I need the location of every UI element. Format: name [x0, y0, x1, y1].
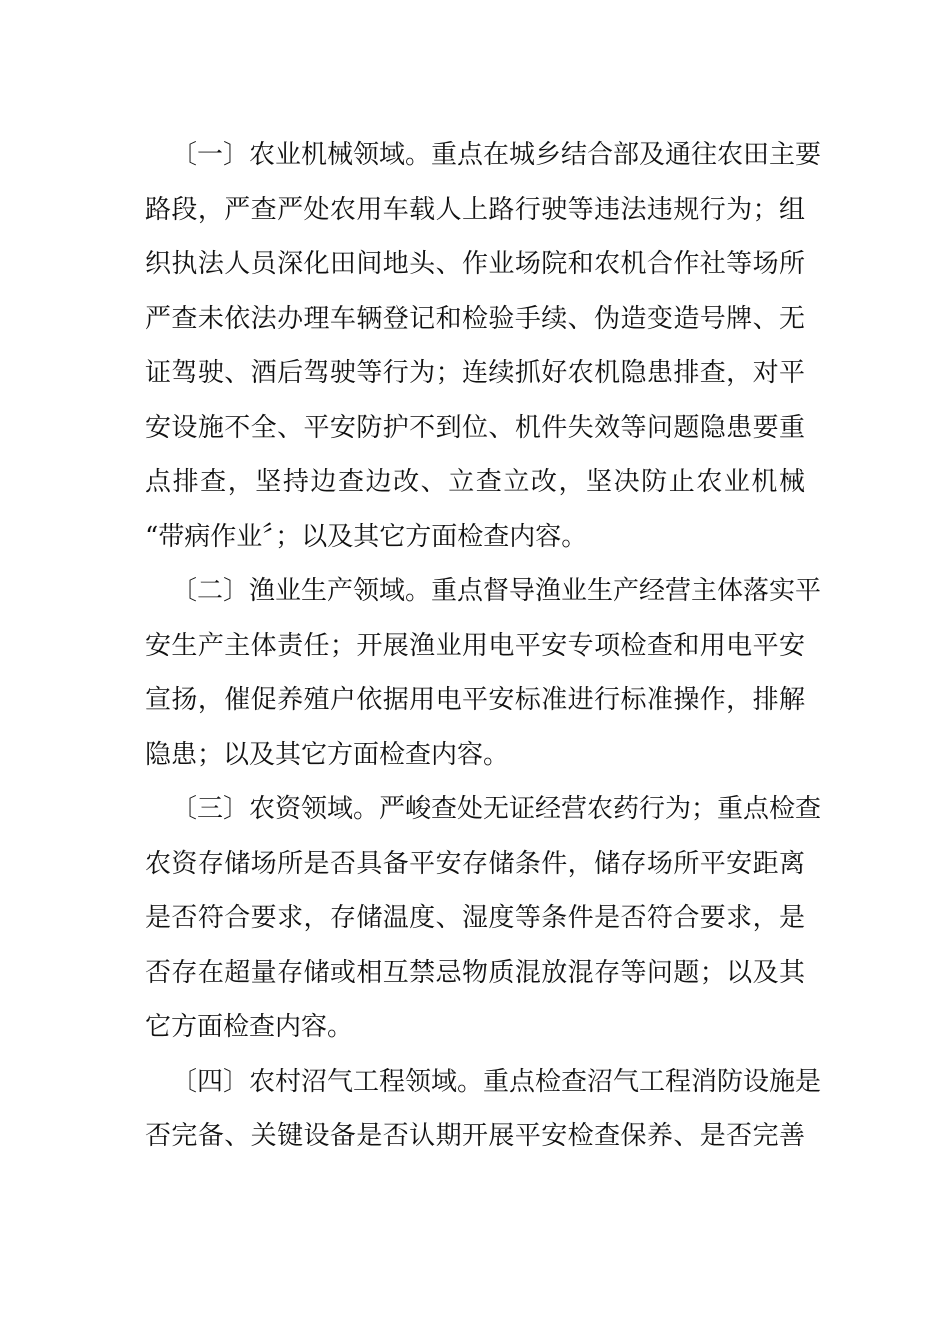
- paragraph-line: 路段，严查严处农用车载人上路行驶等违法违规行为；组: [145, 194, 805, 225]
- paragraph-line: 安设施不全、平安防护不到位、机件失效等问题隐患要重: [145, 412, 805, 443]
- paragraph-line: “带病作业〞；以及其它方面检查内容。: [145, 521, 588, 552]
- document-body: [145, 128, 822, 1164]
- paragraph-line: 〔一〕农业机械领域。重点在城乡结合部及通往农田主要: [171, 140, 822, 170]
- paragraph-line: 〔四〕农村沼气工程领域。重点检查沼气工程消防设施是: [171, 1066, 822, 1097]
- paragraph-line: 否完备、关键设备是否认期开展平安检查保养、是否完善: [145, 1121, 805, 1151]
- paragraph-line: 它方面检查内容。: [145, 1012, 354, 1042]
- section-agricultural-supplies: [145, 782, 822, 1055]
- paragraph-line: 〔二〕渔业生产领域。重点督导渔业生产经营主体落实平: [171, 576, 822, 606]
- section-fishery-production: [145, 564, 822, 782]
- paragraph-line: 农资存储场所是否具备平安存储条件，储存场所平安距离: [145, 848, 805, 879]
- paragraph-line: 点排查，坚持边查边改、立查立改，坚决防止农业机械: [145, 467, 805, 497]
- paragraph-line: 隐患；以及其它方面检查内容。: [145, 739, 510, 770]
- section-agricultural-machinery: [145, 128, 822, 564]
- paragraph-line: 否存在超量存储或相互禁忌物质混放混存等问题；以及其: [145, 957, 805, 988]
- paragraph-line: 证驾驶、酒后驾驶等行为；连续抓好农机隐患排查，对平: [145, 358, 805, 388]
- section-rural-biogas: [145, 1055, 822, 1164]
- paragraph-line: 〔三〕农资领域。严峻查处无证经营农药行为；重点检查: [171, 794, 822, 824]
- paragraph-line: 安生产主体责任；开展渔业用电平安专项检查和用电平安: [145, 630, 805, 661]
- paragraph-line: 宣扬，催促养殖户依据用电平安标准进行标准操作，排解: [145, 685, 805, 715]
- paragraph-line: 织执法人员深化田间地头、作业场院和农机合作社等场所: [145, 249, 805, 279]
- paragraph-line: 是否符合要求，存储温度、湿度等条件是否符合要求，是: [145, 903, 805, 933]
- paragraph-line: 严查未依法办理车辆登记和检验手续、伪造变造号牌、无: [145, 303, 805, 334]
